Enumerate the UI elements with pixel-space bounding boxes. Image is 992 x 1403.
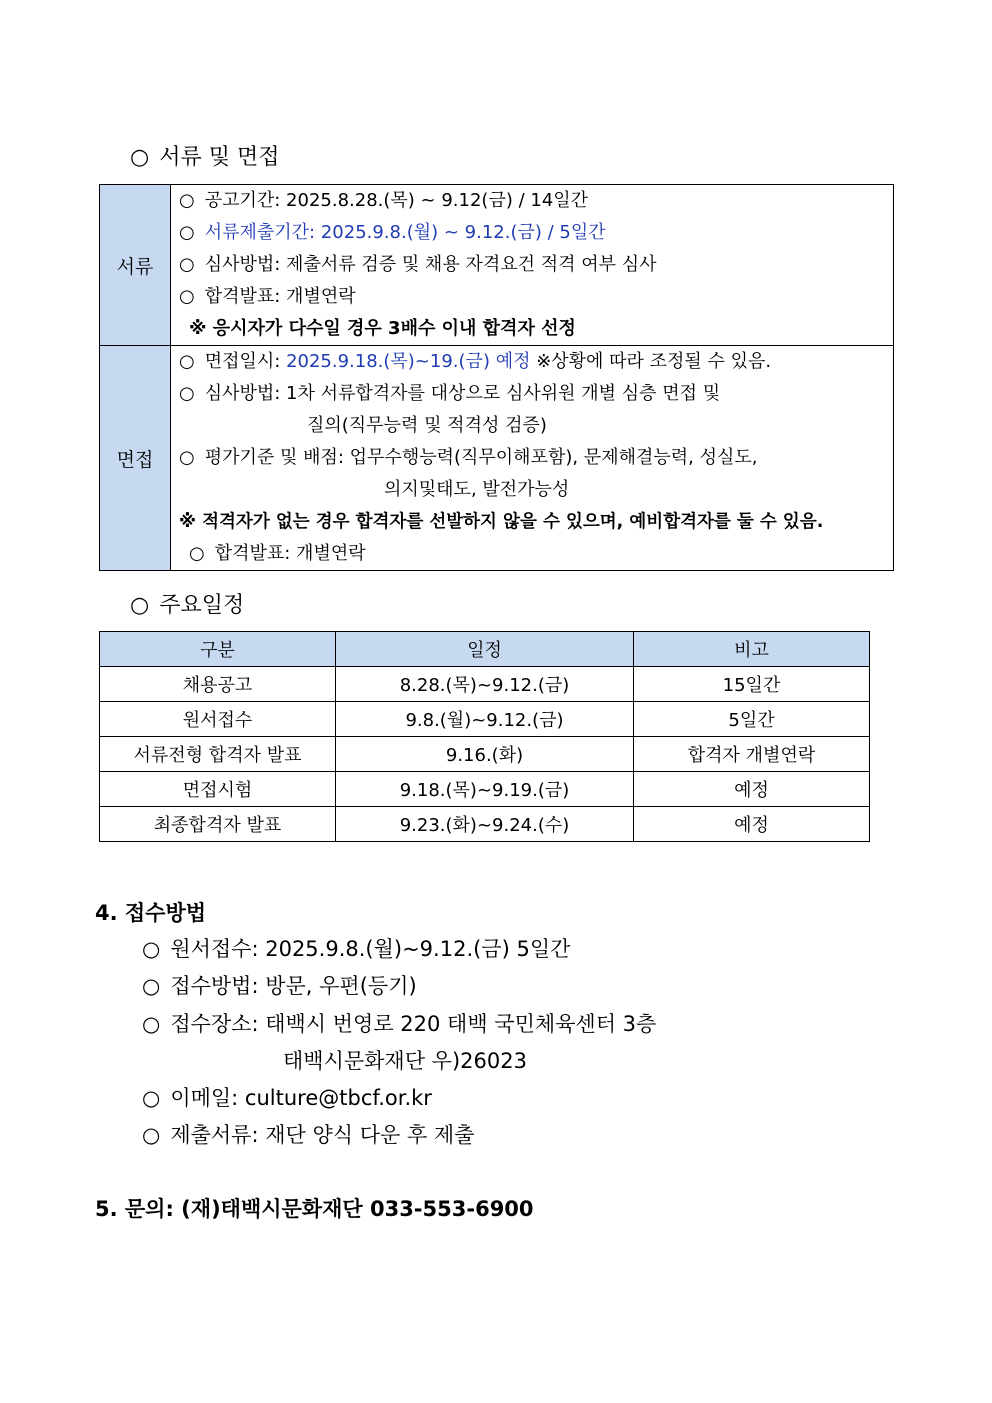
section4-item-email: ○ 이메일: culture@tbcf.or.kr <box>142 1086 432 1110</box>
schedule-header-note: 비고 <box>634 632 870 667</box>
table-row <box>100 737 870 772</box>
circle-bullet-icon: ○ <box>189 543 205 564</box>
schedule-cell: 최종합격자 발표 <box>100 807 336 842</box>
interview-line-date: ○ 면접일시: 2025.9.18.(목)~19.(금) 예정 ※상황에 따라 조정될 수 있음. <box>179 346 893 378</box>
schedule-header-row <box>100 632 870 667</box>
schedule-cell: 서류전형 합격자 발표 <box>100 737 336 772</box>
schedule-cell: 예정 <box>634 772 870 807</box>
circle-bullet-icon: ○ <box>179 383 195 404</box>
section4-item-place: ○ 접수장소: 태백시 번영로 220 태백 국민체육센터 3층 <box>142 1012 657 1036</box>
circle-bullet-icon: ○ <box>142 974 161 998</box>
table-row <box>100 667 870 702</box>
circle-bullet-icon: ○ <box>130 593 150 618</box>
docs-note: ※ 응시자가 다수일 경우 3배수 이내 합격자 선정 <box>189 318 576 339</box>
interview-body <box>171 346 894 571</box>
schedule-table <box>99 631 870 842</box>
docs-line-period: ○ 공고기간: 2025.8.28.(목) ~ 9.12(금) / 14일간 <box>179 185 893 217</box>
docs-interview-table <box>99 184 894 571</box>
docs-row <box>100 185 894 346</box>
schedule-cell: 9.8.(월)~9.12.(금) <box>336 702 634 737</box>
schedule-cell: 면접시험 <box>100 772 336 807</box>
section4-item-place-cont: 태백시문화재단 우)26023 <box>283 1049 527 1073</box>
interview-note: ※ 적격자가 없는 경우 합격자를 선발하지 않을 수 있으며, 예비합격자를 둘 수 있음. <box>179 512 824 532</box>
circle-bullet-icon: ○ <box>179 447 195 468</box>
docs-body <box>171 185 894 346</box>
interview-line-announce: ○ 합격발표: 개별연락 <box>179 538 893 570</box>
section4-item-application: ○ 원서접수: 2025.9.8.(월)~9.12.(금) 5일간 <box>142 937 571 961</box>
schedule-cell: 예정 <box>634 807 870 842</box>
schedule-header-date: 일정 <box>336 632 634 667</box>
interview-label: 면접 <box>100 346 171 571</box>
section4-title: 4. 접수방법 <box>95 901 207 925</box>
docs-line-submit: ○ 서류제출기간: 2025.9.8.(월) ~ 9.12.(금) / 5일간 <box>179 217 893 249</box>
circle-bullet-icon: ○ <box>142 1012 161 1036</box>
interview-row <box>100 346 894 571</box>
interview-line-method: ○ 심사방법: 1차 서류합격자를 대상으로 심사위원 개별 심층 면접 및 <box>179 378 893 410</box>
schedule-cell: 9.16.(화) <box>336 737 634 772</box>
schedule-cell: 원서접수 <box>100 702 336 737</box>
schedule-cell: 8.28.(목)~9.12.(금) <box>336 667 634 702</box>
schedule-cell: 15일간 <box>634 667 870 702</box>
schedule-cell: 채용공고 <box>100 667 336 702</box>
section5-title: 5. 문의: (재)태백시문화재단 033-553-6900 <box>95 1197 534 1221</box>
table-row <box>100 772 870 807</box>
circle-bullet-icon: ○ <box>142 1086 161 1110</box>
section-heading-schedule: ○ 주요일정 <box>130 593 245 618</box>
docs-label: 서류 <box>100 185 171 346</box>
circle-bullet-icon: ○ <box>179 222 195 243</box>
schedule-header-category: 구분 <box>100 632 336 667</box>
circle-bullet-icon: ○ <box>179 254 195 275</box>
schedule-cell: 9.18.(목)~9.19.(금) <box>336 772 634 807</box>
docs-line-announce: ○ 합격발표: 개별연락 <box>179 281 893 313</box>
interview-line-method-cont: 질의(직무능력 및 적격성 검증) <box>307 415 547 436</box>
section4-item-documents: ○ 제출서류: 재단 양식 다운 후 제출 <box>142 1123 475 1147</box>
schedule-cell: 합격자 개별연락 <box>634 737 870 772</box>
section4-item-method: ○ 접수방법: 방문, 우편(등기) <box>142 974 417 998</box>
schedule-cell: 5일간 <box>634 702 870 737</box>
circle-bullet-icon: ○ <box>130 145 150 170</box>
interview-line-criteria-cont: 의지및태도, 발전가능성 <box>384 479 570 500</box>
interview-line-criteria: ○ 평가기준 및 배점: 업무수행능력(직무이해포함), 문제해결능력, 성실도, <box>179 442 893 474</box>
schedule-cell: 9.23.(화)~9.24.(수) <box>336 807 634 842</box>
table-row <box>100 807 870 842</box>
section-heading-docs-interview: ○ 서류 및 면접 <box>130 145 280 170</box>
circle-bullet-icon: ○ <box>179 286 195 307</box>
table-row <box>100 702 870 737</box>
circle-bullet-icon: ○ <box>179 351 195 372</box>
circle-bullet-icon: ○ <box>142 1123 161 1147</box>
circle-bullet-icon: ○ <box>142 937 161 961</box>
circle-bullet-icon: ○ <box>179 190 195 211</box>
docs-line-method: ○ 심사방법: 제출서류 검증 및 채용 자격요건 적격 여부 심사 <box>179 249 893 281</box>
